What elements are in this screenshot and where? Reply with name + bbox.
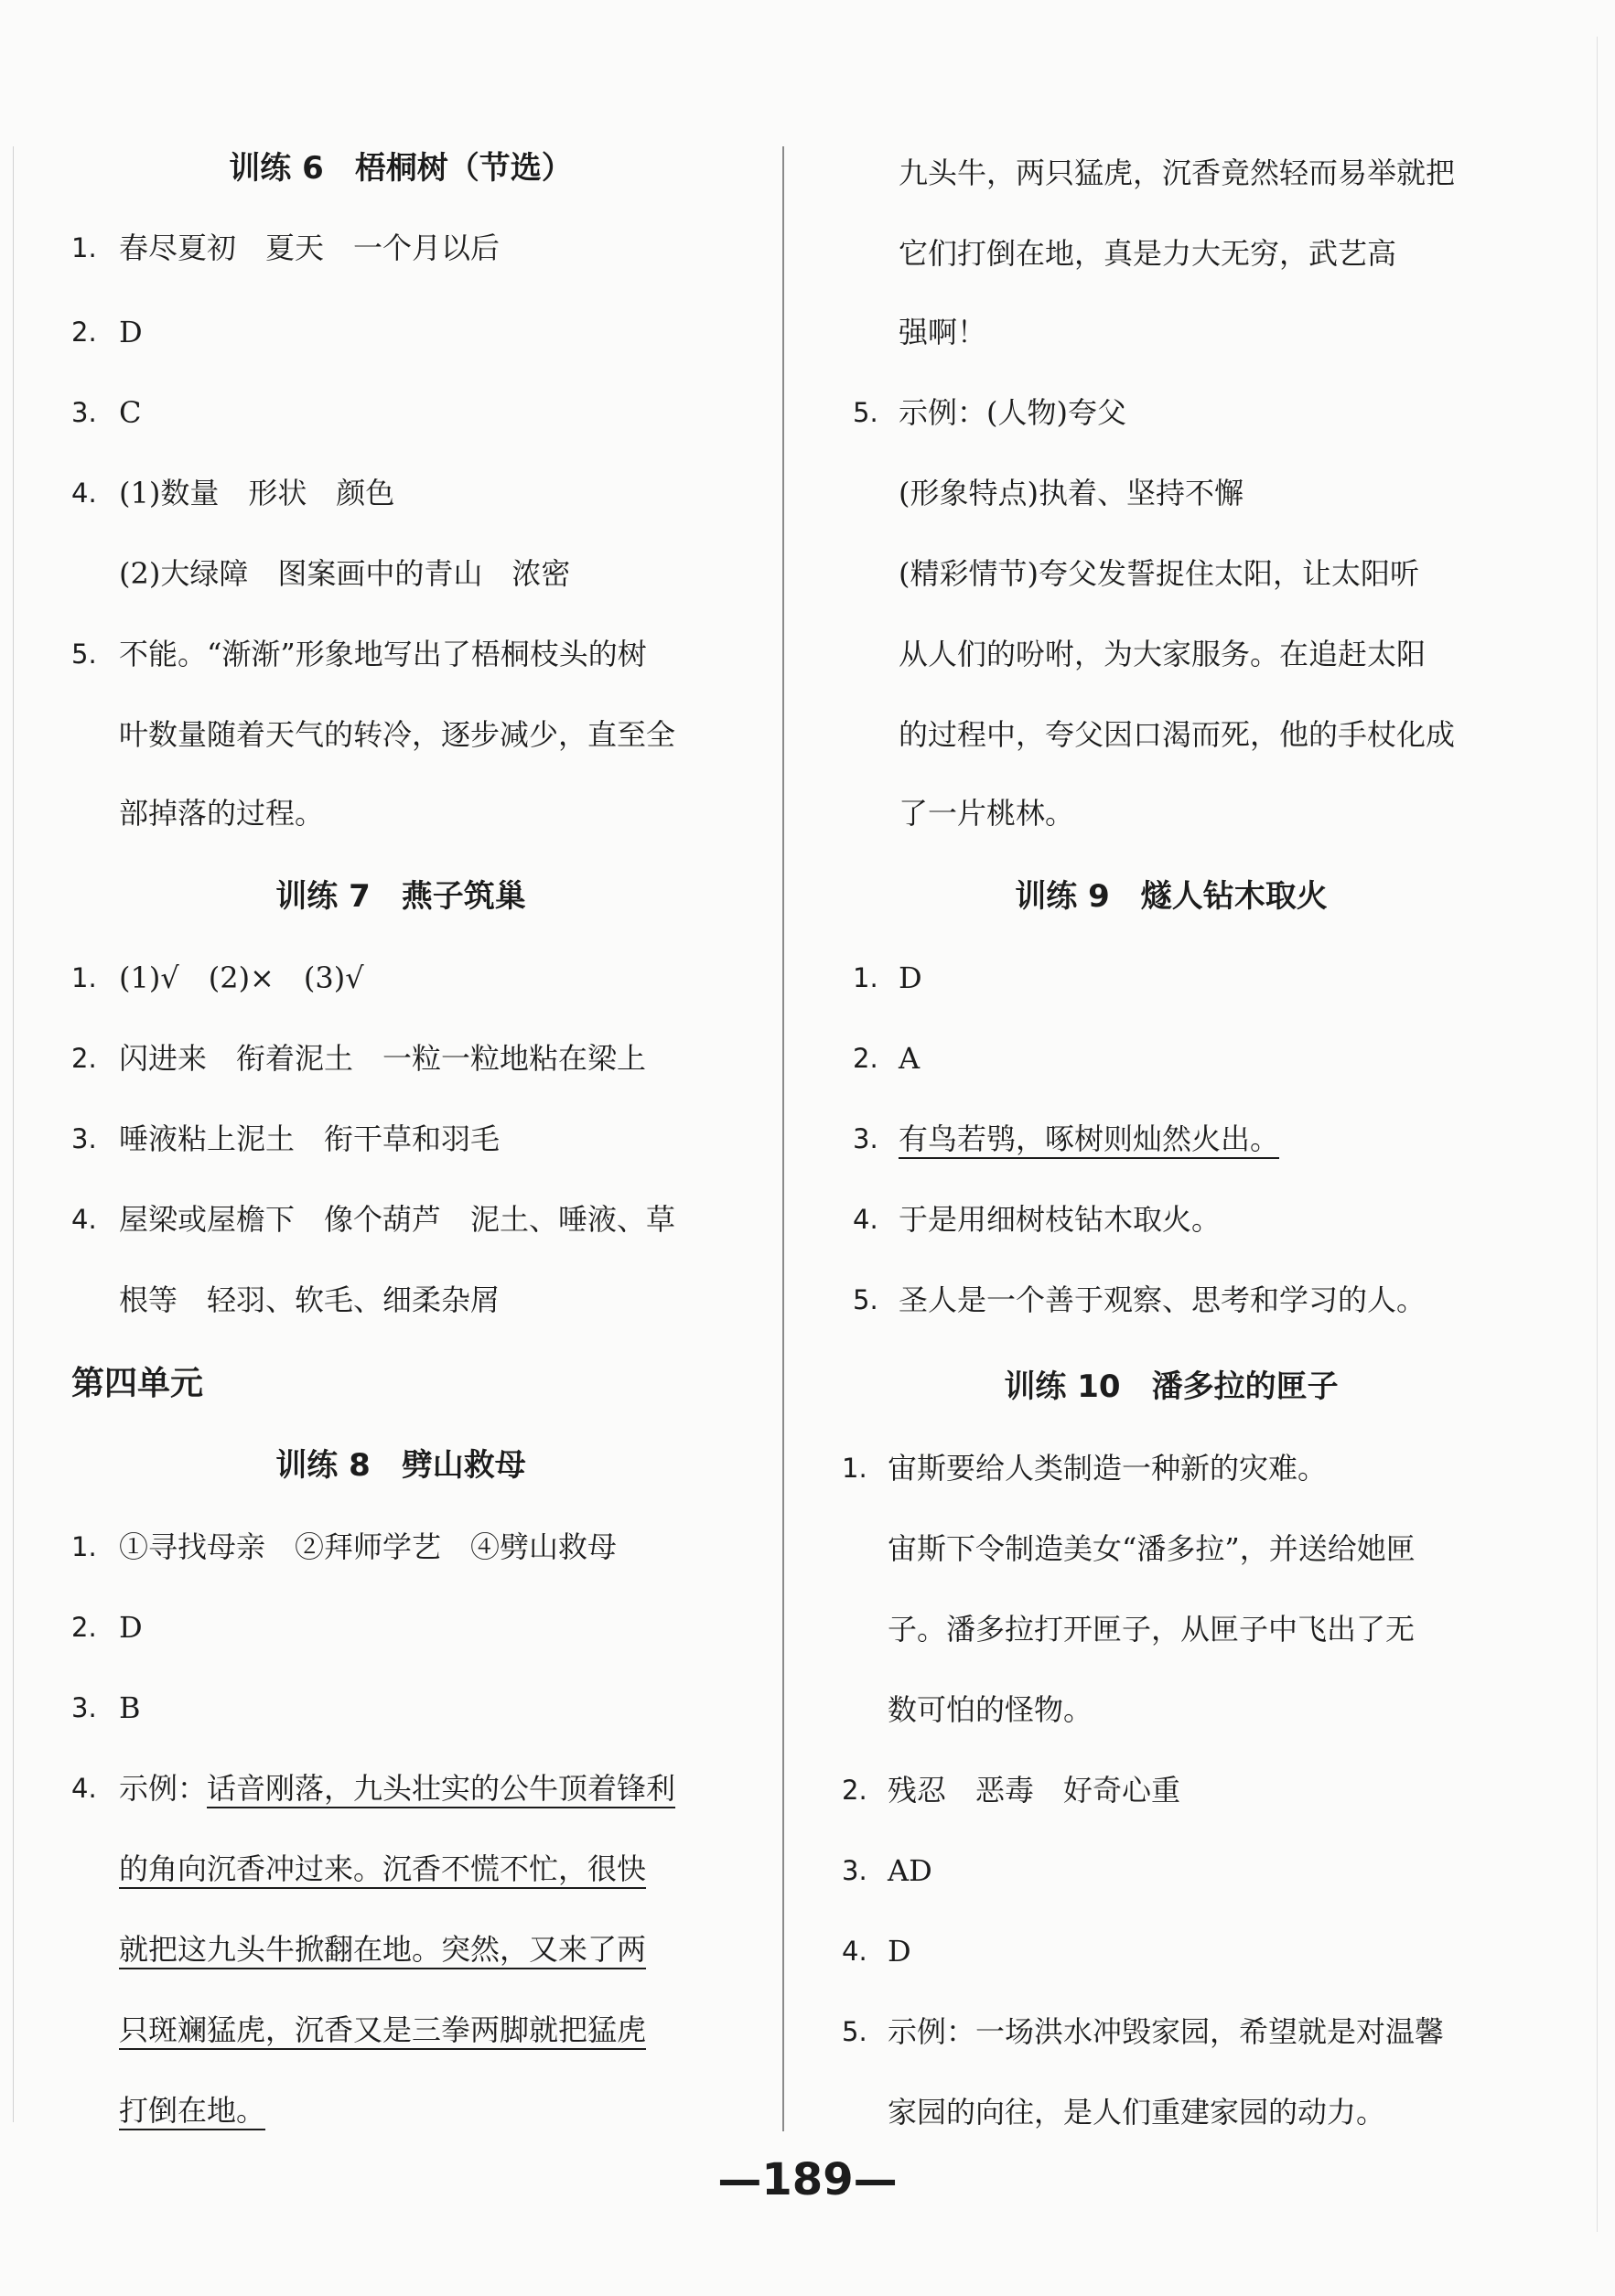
- answer-text: D: [119, 315, 143, 349]
- question-number: 5.: [842, 2016, 867, 2047]
- question-number: 1.: [842, 1453, 867, 1484]
- question-number: 2.: [853, 1043, 878, 1074]
- answer-text: 叶数量随着天气的转冷，逐步减少，直至全: [119, 717, 676, 752]
- answer-text: 春尽夏初 夏天 一个月以后: [119, 231, 501, 265]
- section-title-training-6: 训练 6 梧桐树（节选）: [229, 150, 573, 187]
- question-number: 4.: [71, 1204, 97, 1235]
- answer-text: D: [888, 1934, 911, 1969]
- answer-text: B: [119, 1690, 141, 1725]
- underlined-answer: 有鸟若鸮，啄树则灿然火出。: [899, 1121, 1280, 1156]
- question-number: 3.: [71, 1123, 97, 1154]
- answer-text: (形象特点)执着、坚持不懈: [899, 476, 1244, 510]
- question-number: 4.: [853, 1204, 878, 1235]
- answer-text: 圣人是一个善于观察、思考和学习的人。: [899, 1282, 1427, 1317]
- column-divider: [782, 146, 784, 2131]
- answer-text: [119, 1767, 675, 1809]
- question-number: 2.: [71, 317, 97, 348]
- answer-text: C: [119, 395, 142, 430]
- question-number: 5.: [71, 638, 97, 670]
- answer-text: 唾液粘上泥土 衔干草和羽毛: [119, 1121, 501, 1156]
- question-number: 2.: [71, 1043, 97, 1074]
- question-number: 3.: [842, 1855, 867, 1886]
- question-number: 3.: [853, 1123, 878, 1154]
- underlined-answer: 的角向沉香冲过来。沉香不慌不忙，很快: [119, 1851, 647, 1886]
- answer-text: 强啊！: [899, 315, 987, 349]
- example-prefix: 示例：: [119, 1771, 208, 1806]
- question-number: 4.: [71, 477, 97, 509]
- answer-text: 数可怕的怪物。: [888, 1692, 1093, 1727]
- answer-text: 示例：(人物)夸父: [899, 395, 1126, 430]
- answer-text: 它们打倒在地，真是力大无穷，武艺高: [899, 236, 1397, 271]
- answer-text: A: [899, 1041, 921, 1076]
- answer-text: 子。潘多拉打开匣子，从匣子中飞出了无: [888, 1612, 1416, 1647]
- question-number: 4.: [71, 1773, 97, 1804]
- answer-text: (2)大绿障 图案画中的青山 浓密: [119, 556, 571, 591]
- question-number: 1.: [71, 1531, 97, 1562]
- answer-text: AD: [888, 1853, 932, 1888]
- answer-text: 家园的向往，是人们重建家园的动力。: [888, 2095, 1386, 2130]
- section-title-training-10: 训练 10 潘多拉的匣子: [1004, 1368, 1339, 1405]
- underlined-answer: 打倒在地。: [119, 2093, 266, 2128]
- question-number: 5.: [853, 1284, 878, 1315]
- question-number: 5.: [853, 397, 878, 428]
- question-number: 2.: [842, 1775, 867, 1806]
- underlined-answer: 话音刚落，九头壮实的公牛顶着锋利: [207, 1771, 676, 1806]
- answer-text: 部掉落的过程。: [119, 796, 325, 831]
- answer-text: 屋梁或屋檐下 像个葫芦 泥土、唾液、草: [119, 1202, 676, 1237]
- question-number: 1.: [853, 962, 878, 993]
- question-number: 1.: [71, 962, 97, 993]
- question-number: 3.: [71, 1692, 97, 1723]
- underlined-answer: 只斑斓猛虎，沉香又是三拳两脚就把猛虎: [119, 2012, 647, 2047]
- answer-text: 了一片桃林。: [899, 796, 1075, 831]
- answer-text: 从人们的吩咐，为大家服务。在追赶太阳: [899, 637, 1427, 671]
- answer-text: 宙斯下令制造美女“潘多拉”，并送给她匣: [888, 1531, 1416, 1566]
- question-number: 4.: [842, 1936, 867, 1967]
- page-number: —189—: [717, 2154, 898, 2205]
- question-number: 3.: [71, 397, 97, 428]
- answer-text: 不能。“渐渐”形象地写出了梧桐枝头的树: [119, 637, 647, 671]
- section-title-training-9: 训练 9 燧人钻木取火: [1015, 878, 1328, 915]
- answer-text: D: [899, 960, 922, 995]
- answer-text: (1)√ (2)× (3)√: [119, 960, 364, 995]
- answer-text: D: [119, 1610, 143, 1645]
- question-number: 1.: [71, 232, 97, 263]
- answer-text: 宙斯要给人类制造一种新的灾难。: [888, 1451, 1328, 1486]
- underlined-answer: 就把这九头牛掀翻在地。突然，又来了两: [119, 1932, 647, 1967]
- answer-text: 九头牛，两只猛虎，沉香竟然轻而易举就把: [899, 156, 1456, 190]
- answer-text: 根等 轻羽、软毛、细柔杂屑: [119, 1282, 501, 1317]
- right-margin-rule: [1597, 37, 1598, 2232]
- answer-text: 于是用细树枝钻木取火。: [899, 1202, 1222, 1237]
- unit-heading: 第四单元: [71, 1365, 204, 1402]
- answer-text: 的过程中，夸父因口渴而死，他的手杖化成: [899, 717, 1456, 752]
- answer-text: 残忍 恶毒 好奇心重: [888, 1773, 1181, 1808]
- question-number: 2.: [71, 1612, 97, 1643]
- section-title-training-7: 训练 7 燕子筑巢: [275, 878, 526, 915]
- answer-text: 闪进来 衔着泥土 一粒一粒地粘在梁上: [119, 1041, 647, 1076]
- answer-text: (1)数量 形状 颜色: [119, 476, 395, 510]
- answer-text: (精彩情节)夸父发誓捉住太阳，让太阳听: [899, 556, 1419, 591]
- answer-text: ①寻找母亲 ②拜师学艺 ④劈山救母: [119, 1529, 618, 1564]
- answer-text: 示例：一场洪水冲毁家园，希望就是对温馨: [888, 2014, 1445, 2049]
- section-title-training-8: 训练 8 劈山救母: [275, 1447, 526, 1484]
- left-margin-rule: [13, 146, 14, 2122]
